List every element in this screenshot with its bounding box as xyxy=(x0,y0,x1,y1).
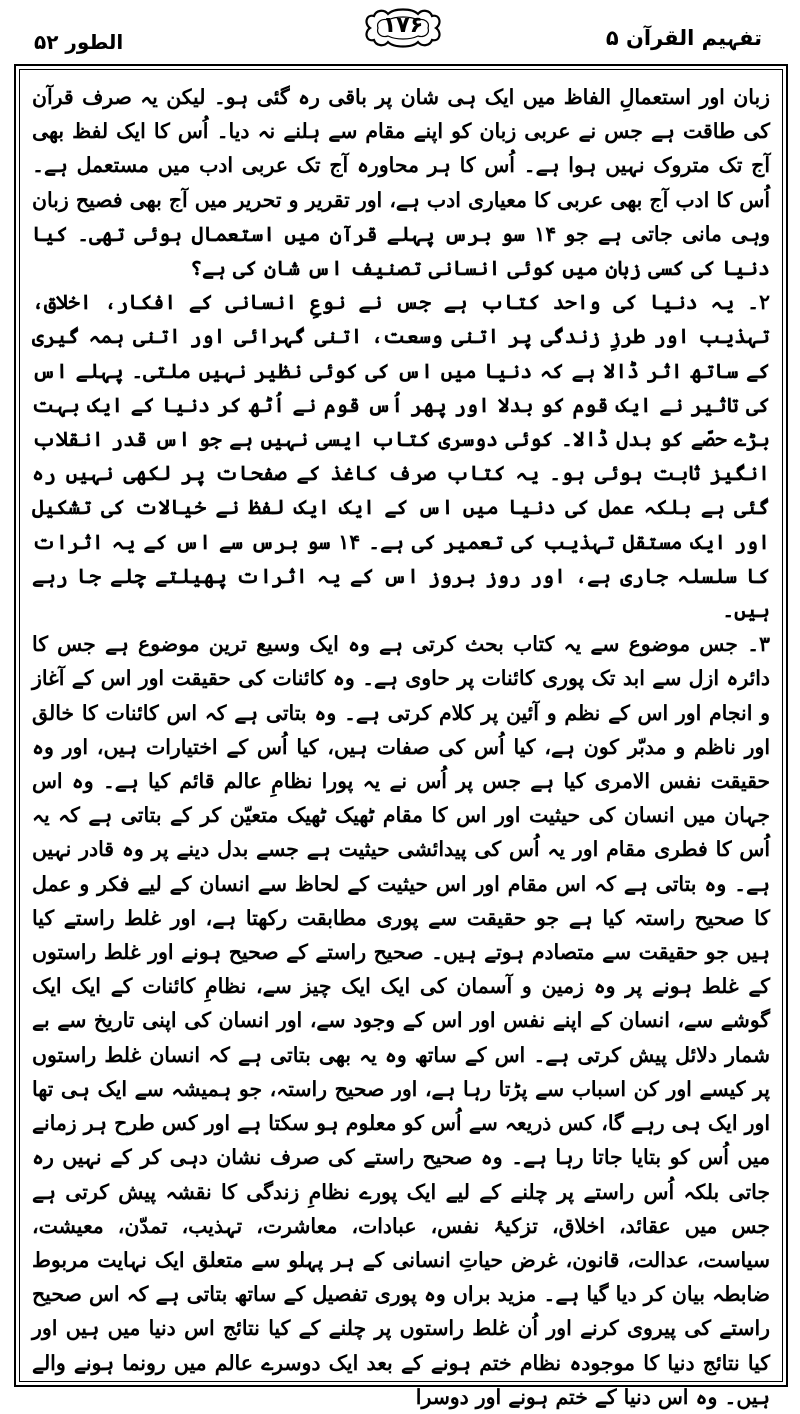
paragraph-3: ۳۔ جس موضوع سے یہ کتاب بحث کرتی ہے وہ ایک وسیع ترین موضوع ہے جس کا دائرہ ازل سے ابد تک پوری کائنات پر حاوی ہے۔ وہ کائنات کی حقیقت اور اس کے آغاز و انجام اور اس کے نظم و آئین پر کلام کرتی ہے۔ وہ بتاتی ہے کہ اس کائنات کا خالق اور ناظم و مدبّر کون ہے، کیا اُس کی صفات ہیں، کیا اُس کے اختیارات ہیں، اور وہ حقیقت نفس الامری کیا ہے جس پر اُس نے یہ پورا نظامِ عالم قائم کیا ہے۔ وہ اس جہان میں انسان کی حیثیت اور اس کا مقام ٹھیک ٹھیک متعیّن کر کے بتاتی ہے کہ یہ اُس کا فطری مقام اور یہ اُس کی پیدائشی حیثیت ہے جسے بدل دینے پر وہ قادر نہیں ہے۔ وہ بتاتی ہے کہ اس مقام اور اس حیثیت کے لحاظ سے انسان کے لیے فکر و عمل کا صحیح راستہ کیا ہے جو حقیقت سے پوری مطابقت رکھتا ہے، اور غلط راستے کیا ہیں جو حقیقت سے متصادم ہوتے ہیں۔ صحیح راستے کے صحیح ہونے اور غلط راستوں کے غلط ہونے پر وہ زمین و آسمان کی ایک ایک چیز سے، نظامِ کائنات کے ایک ایک گوشے سے، انسان کے اپنے نفس اور اس کے وجود سے، اور انسان کی اپنی تاریخ سے بے شمار دلائل پیش کرتی ہے۔ اس کے ساتھ وہ یہ بھی بتاتی ہے کہ انسان غلط راستوں پر کیسے اور کن اسباب سے پڑتا رہا ہے، اور صحیح راستہ، جو ہمیشہ سے ایک ہی تھا اور ایک ہی رہے گا، کس ذریعہ سے اُس کو معلوم ہو سکتا ہے اور کس طرح ہر زمانے میں اُس کو بتایا جاتا رہا ہے۔ وہ صحیح راستے کی صرف نشان دہی کر کے نہیں رہ جاتی بلکہ اُس راستے پر چلنے کے لیے ایک پورے نظامِ زندگی کا نقشہ پیش کرتی ہے جس میں عقائد، اخلاق، تزکیۂ نفس، عبادات، معاشرت، تہذیب، تمدّن، معیشت، سیاست، عدالت، قانون، غرض حیاتِ انسانی کے ہر پہلو سے متعلق ایک نہایت مربوط ضابطہ بیان کر دیا گیا ہے۔ مزید براں وہ پوری تفصیل کے ساتھ بتاتی ہے کہ اس صحیح راستے کی پیروی کرنے اور اُن غلط راستوں پر چلنے کے کیا نتائج اس دنیا میں ہیں اور کیا نتائج دنیا کا موجودہ نظام ختم ہونے کے بعد ایک دوسرے عالم میں رونما ہونے والے ہیں۔ وہ اس دنیا کے ختم ہونے اور دوسرا xyxy=(32,632,770,1409)
body-text xyxy=(32,80,770,1409)
book-title: تفہیم القرآن ۵ xyxy=(605,26,762,50)
paragraph-1: زبان اور استعمالِ الفاظ میں ایک ہی شان پر باقی رہ گئی ہو۔ لیکن یہ صرف قرآن کی طاقت ہے جس نے عربی زبان کو اپنے مقام سے ہلنے نہ دیا۔ اُس کا ایک لفظ بھی آج تک متروک نہیں ہوا ہے۔ اُس کا ہر محاورہ آج تک عربی ادب میں مستعمل ہے۔ اُس کا ادب آج بھی عربی کا معیاری ادب ہے، اور تقریر و تحریر میں آج بھی فصیح زبان وہی مانی جاتی ہے جو ۱۴ سو برس پہلے قرآن میں استعمال ہوئی تھی۔ کیا دنیا کی کسی زبان میں کوئی انسانی تصنیف اس شان کی ہے؟ xyxy=(32,85,770,281)
chapter-reference: الطور ۵۲ xyxy=(34,30,124,54)
page-number: ۱۷۶ xyxy=(382,13,424,38)
paragraph-2: ۲۔ یہ دنیا کی واحد کتاب ہے جس نے نوعِ انسانی کے افکار، اخلاق، تہذیب اور طرزِ زندگی پر اتنی وسعت، اتنی گہرائی اور اتنی ہمہ گیری کے ساتھ اثر ڈالا ہے کہ دنیا میں اس کی کوئی نظیر نہیں ملتی۔ پہلے اس کی تاثیر نے ایک قوم کو بدلا اور پھر اُس قوم نے اُٹھ کر دنیا کے ایک بہت بڑے حصّے کو بدل ڈالا۔ کوئی دوسری کتاب ایسی نہیں ہے جو اس قدر انقلاب انگیز ثابت ہوئی ہو۔ یہ کتاب صرف کاغذ کے صفحات پر لکھی نہیں رہ گئی ہے بلکہ عمل کی دنیا میں اس کے ایک ایک لفظ نے خیالات کی تشکیل اور ایک مستقل تہذیب کی تعمیر کی ہے۔ ۱۴ سو برس سے اس کے یہ اثرات کا سلسلہ جاری ہے، اور روز بروز اس کے یہ اثرات پھیلتے چلے جا رہے ہیں۔ xyxy=(32,290,770,623)
page-header xyxy=(0,0,800,62)
